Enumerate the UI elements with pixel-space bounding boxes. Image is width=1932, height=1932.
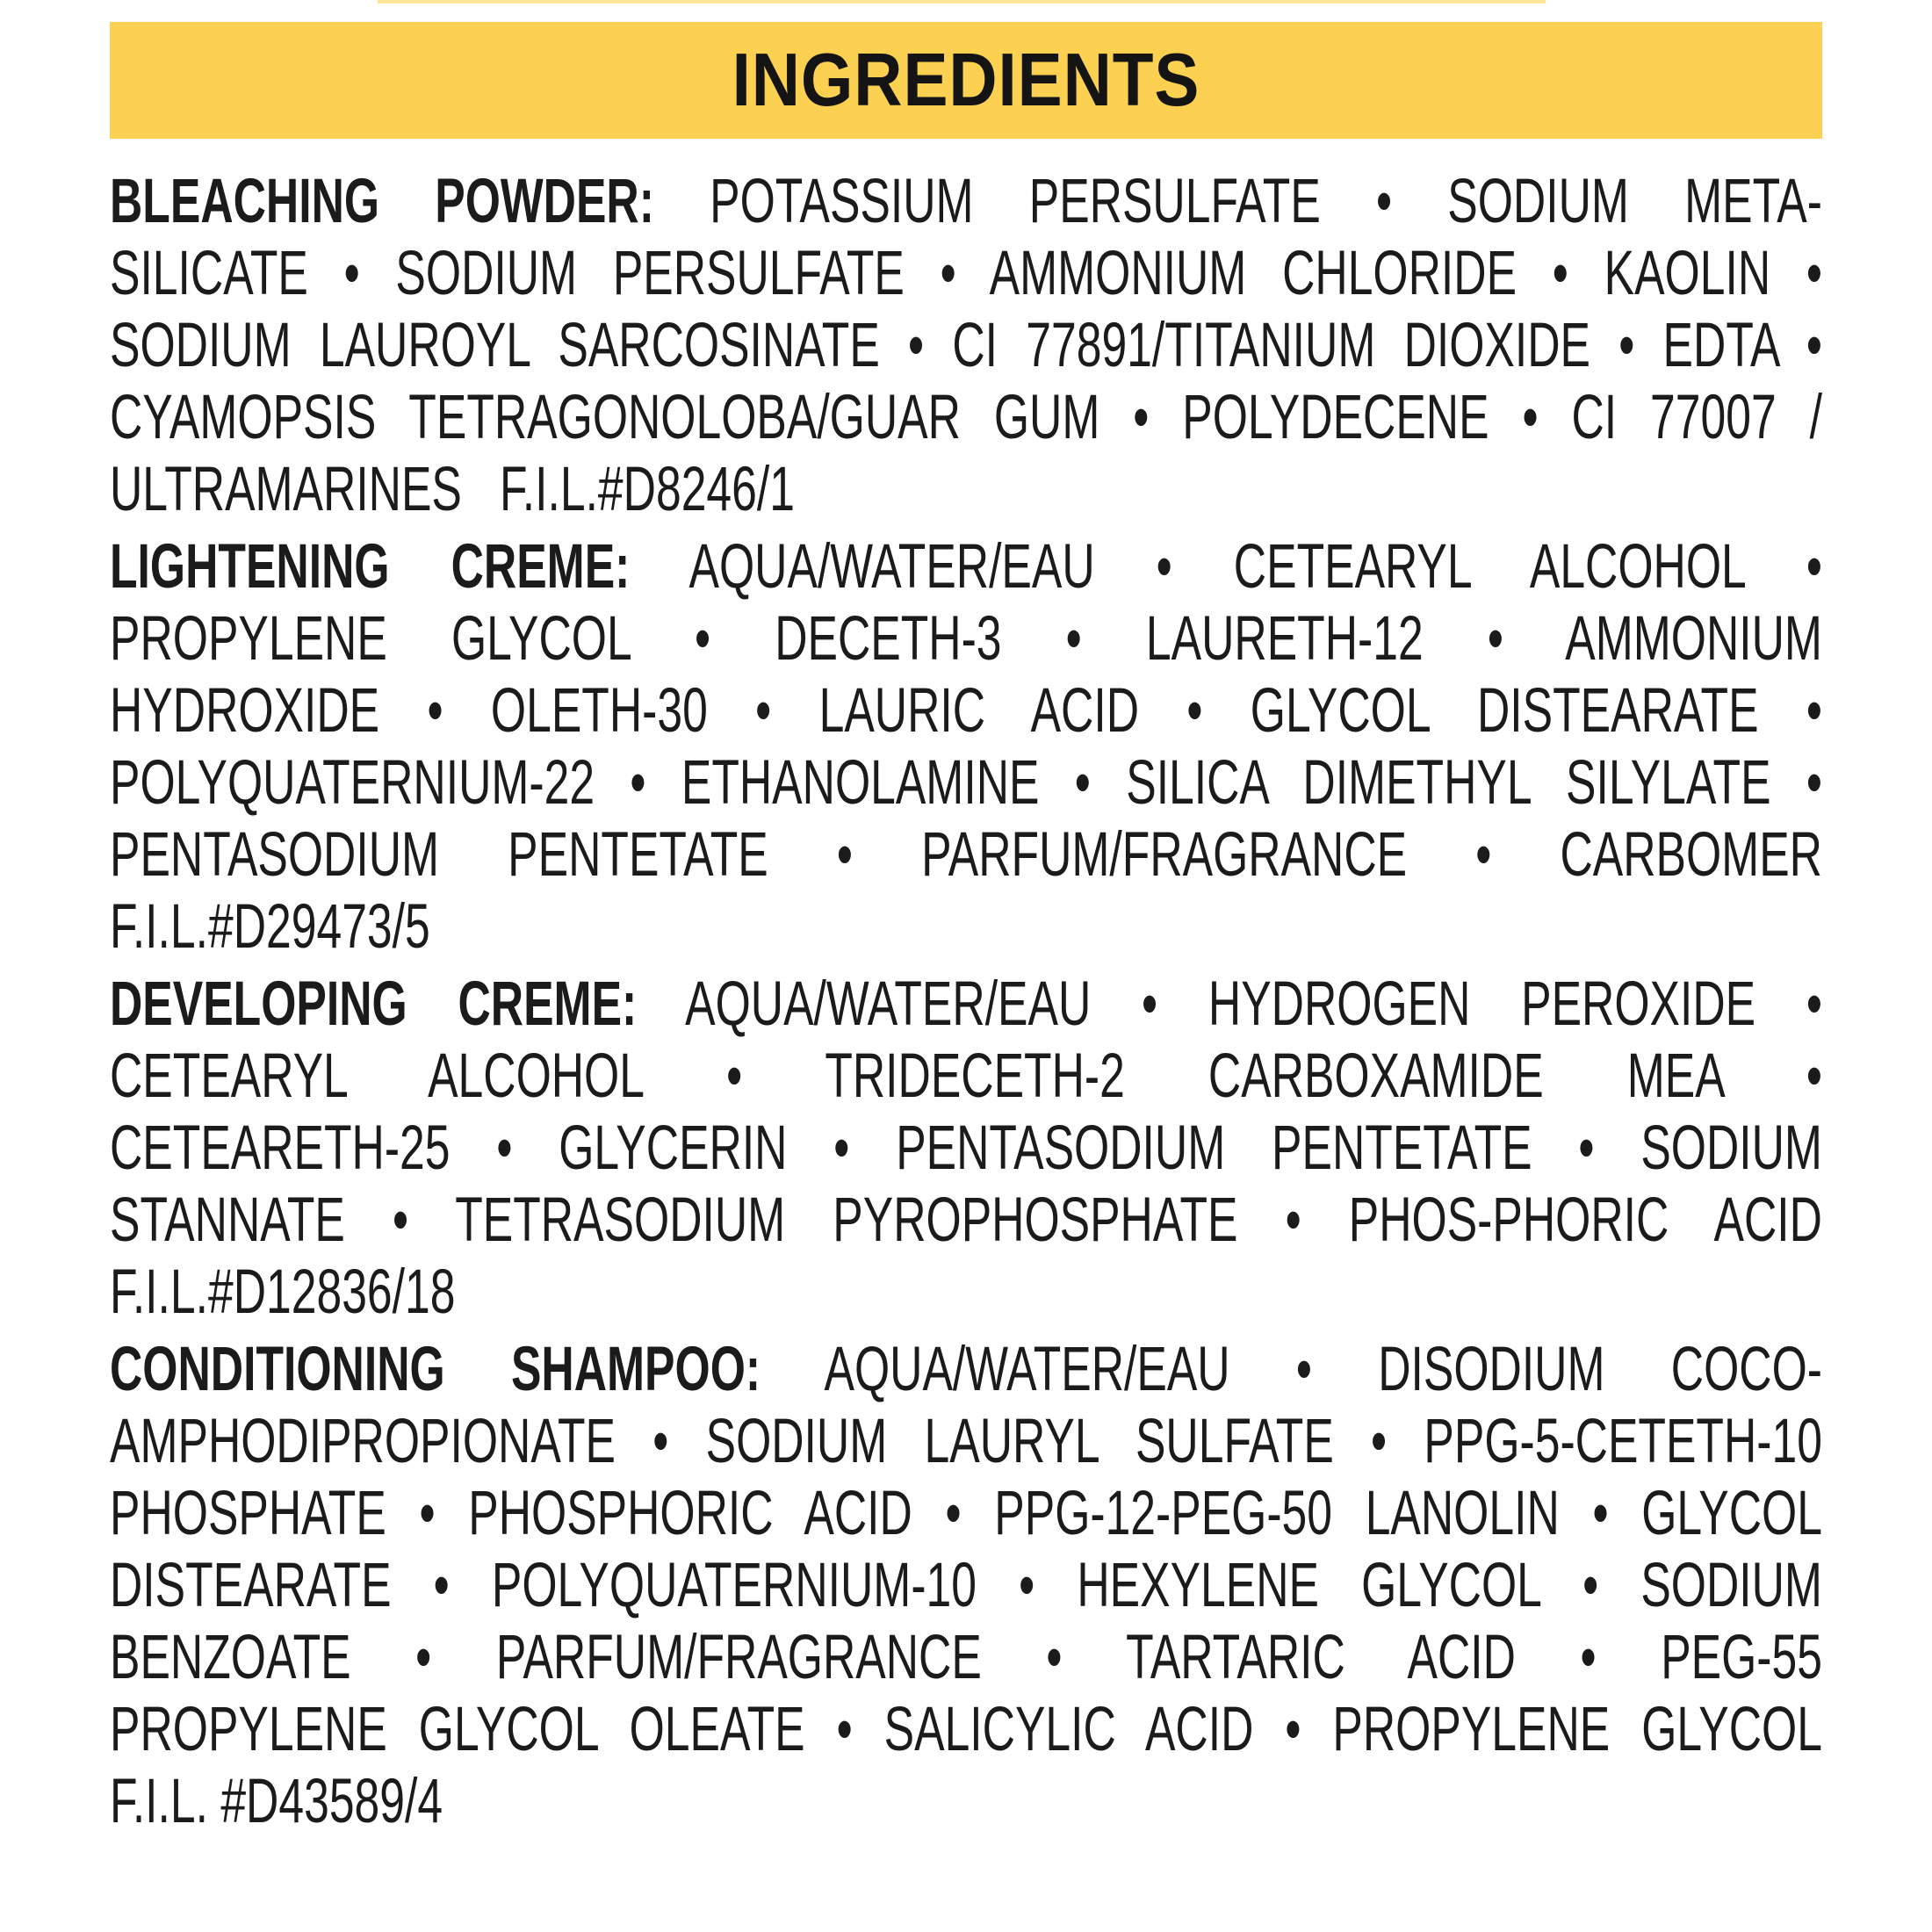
ingredients-line: HYDROXIDE • OLETH-30 • LAURIC ACID • GLYCOL DISTEARATE • [110, 676, 1822, 746]
ingredients-line: F.I.L.#D29473/5 [110, 892, 430, 962]
ingredients-line: LIGHTENING CREME: AQUA/WATER/EAU • CETEARYL ALCOHOL • [110, 532, 1822, 602]
ingredients-line: F.I.L.#D12836/18 [110, 1258, 456, 1327]
ingredient-section [110, 969, 1822, 1329]
label-edge-strip [378, 0, 1546, 4]
ingredients-line: SODIUM LAUROYL SARCOSINATE • CI 77891/TITANIUM DIOXIDE • EDTA • [110, 311, 1822, 380]
ingredients-line: CETEARETH-25 • GLYCERIN • PENTASODIUM PENTETATE • SODIUM [110, 1114, 1822, 1183]
section-heading: CONDITIONING SHAMPOO: [110, 1335, 761, 1404]
ingredients-line: AMPHODIPROPIONATE • SODIUM LAURYL SULFATE • PPG-5-CETETH-10 [110, 1407, 1822, 1476]
ingredient-section [110, 1334, 1822, 1838]
ingredients-banner [110, 22, 1822, 139]
ingredient-section [110, 166, 1822, 526]
ingredients-line: ULTRAMARINES F.I.L.#D8246/1 [110, 455, 795, 524]
section-heading: LIGHTENING CREME: [110, 532, 631, 602]
ingredients-line: PROPYLENE GLYCOL • DECETH-3 • LAURETH-12 • AMMONIUM [110, 604, 1822, 674]
ingredients-line: PENTASODIUM PENTETATE • PARFUM/FRAGRANCE • CARBOMER [110, 820, 1822, 890]
label-page [110, 22, 1822, 1838]
ingredients-line: POLYQUATERNIUM-22 • ETHANOLAMINE • SILICA DIMETHYL SILYLATE • [110, 748, 1822, 818]
ingredients-line: SILICATE • SODIUM PERSULFATE • AMMONIUM CHLORIDE • KAOLIN • [110, 239, 1822, 308]
ingredients-line: DEVELOPING CREME: AQUA/WATER/EAU • HYDROGEN PEROXIDE • [110, 970, 1822, 1039]
section-heading: DEVELOPING CREME: [110, 970, 638, 1039]
ingredients-line: DISTEARATE • POLYQUATERNIUM-10 • HEXYLENE GLYCOL • SODIUM [110, 1551, 1822, 1620]
ingredients-title: INGREDIENTS [732, 38, 1200, 122]
ingredients-line: PHOSPHATE • PHOSPHORIC ACID • PPG-12-PEG-50 LANOLIN • GLYCOL [110, 1479, 1822, 1548]
ingredients-line: STANNATE • TETRASODIUM PYROPHOSPHATE • PHOS-PHORIC ACID [110, 1186, 1822, 1255]
ingredients-line: CONDITIONING SHAMPOO: AQUA/WATER/EAU • DISODIUM COCO- [110, 1335, 1822, 1404]
ingredients-body [110, 166, 1822, 1838]
ingredients-line: F.I.L. #D43589/4 [110, 1767, 443, 1836]
ingredients-line: BENZOATE • PARFUM/FRAGRANCE • TARTARIC ACID • PEG-55 [110, 1623, 1822, 1692]
section-heading: BLEACHING POWDER: [110, 167, 654, 236]
ingredients-line: BLEACHING POWDER: POTASSIUM PERSULFATE • SODIUM META- [110, 167, 1822, 236]
ingredients-line: CYAMOPSIS TETRAGONOLOBA/GUAR GUM • POLYDECENE • CI 77007 / [110, 383, 1822, 452]
ingredient-section [110, 531, 1822, 963]
ingredients-line: PROPYLENE GLYCOL OLEATE • SALICYLIC ACID • PROPYLENE GLYCOL [110, 1695, 1822, 1764]
ingredients-line: CETEARYL ALCOHOL • TRIDECETH-2 CARBOXAMIDE MEA • [110, 1042, 1822, 1111]
